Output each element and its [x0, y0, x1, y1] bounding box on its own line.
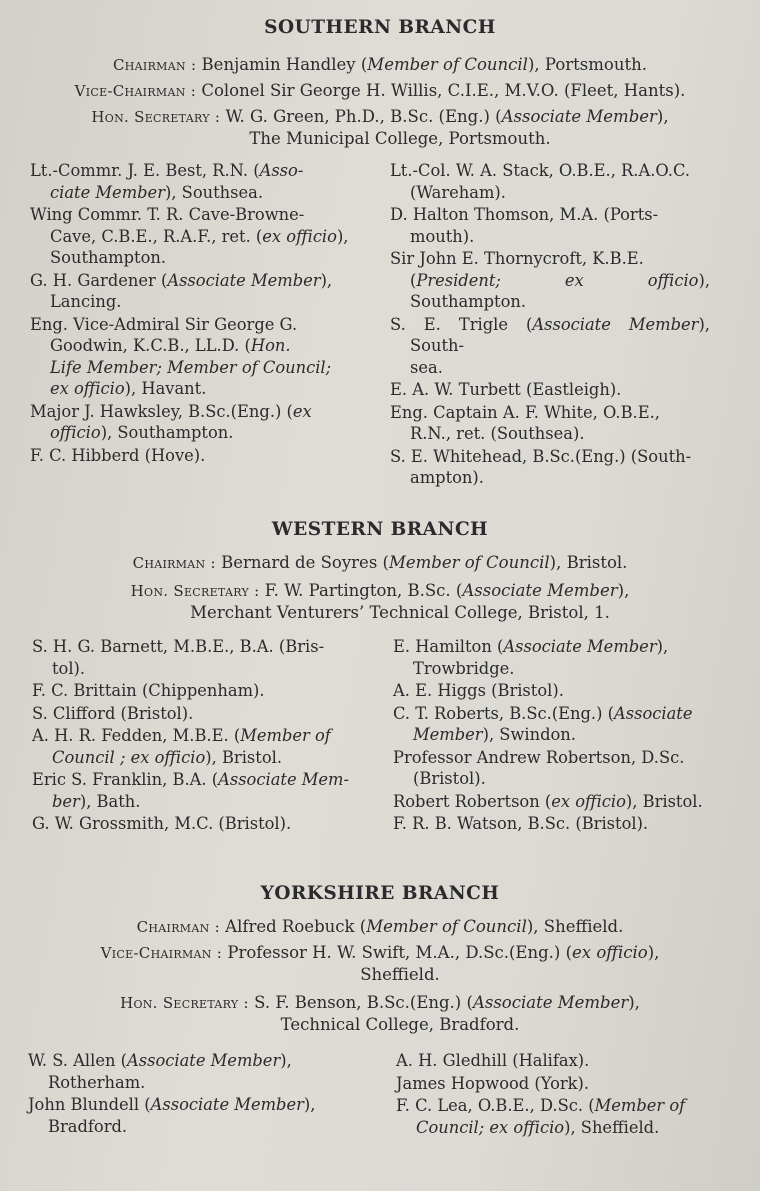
- member-entry: G. H. Gardener (Associate Member), Lancing.: [30, 270, 333, 311]
- member-entry: Wing Commr. T. R. Cave-Browne- Cave, C.B.E., R.A.F., ret. (ex officio), Southampton.: [30, 205, 349, 267]
- western-branch: [0, 518, 760, 624]
- members-right-column: [393, 636, 713, 836]
- chairman-line: Chairman : Bernard de Soyres (Member of Council), Bristol.: [132, 553, 628, 572]
- role-label: Hon. Secretary :: [130, 582, 260, 600]
- member-entry: S. E. Whitehead, B.Sc.(Eng.) (South- ampton).: [390, 446, 692, 487]
- role-label: Vice-Chairman :: [100, 944, 223, 962]
- vice-chairman-line: Vice-Chairman : Colonel Sir George H. Willis, C.I.E., M.V.O. (Fleet, Hants).: [74, 81, 686, 100]
- member-entry: F. R. B. Watson, B.Sc. (Bristol).: [393, 814, 649, 833]
- member-entry: C. T. Roberts, B.Sc.(Eng.) (Associate Member), Swindon.: [393, 703, 693, 744]
- role-label: Vice-Chairman :: [74, 82, 197, 100]
- member-entry: F. C. Brittain (Chippenham).: [32, 681, 265, 700]
- members-left-column: [30, 160, 352, 467]
- member-entry: Lt.-Commr. J. E. Best, R.N. (Asso- ciate Member), Southsea.: [30, 161, 304, 202]
- branch-title: WESTERN BRANCH: [271, 519, 489, 540]
- member-entry: S. H. G. Barnett, M.B.E., B.A. (Bris- tol).: [32, 637, 325, 678]
- member-entry: Eric S. Franklin, B.A. (Associate Mem- ber), Bath.: [32, 770, 349, 811]
- secretary-line: Hon. Secretary : S. F. Benson, B.Sc.(Eng.) (Associate Member), Technical College, Bradford.: [120, 993, 640, 1034]
- members-right-column: [396, 1050, 722, 1139]
- member-entry: Eng. Captain A. F. White, O.B.E., R.N., ret. (Southsea).: [390, 402, 660, 443]
- southern-branch: [0, 16, 760, 150]
- member-entry: W. S. Allen (Associate Member), Rotherham.: [28, 1051, 292, 1092]
- members-left-column: [28, 1050, 358, 1138]
- member-entry: A. E. Higgs (Bristol).: [393, 681, 564, 700]
- member-entry: A. H. Gledhill (Halifax).: [396, 1051, 590, 1070]
- members-right-column: [390, 160, 710, 490]
- branch-title: YORKSHIRE BRANCH: [260, 883, 500, 904]
- chairman-line: Chairman : Benjamin Handley (Member of Council), Portsmouth.: [113, 55, 647, 74]
- chairman-line: Chairman : Alfred Roebuck (Member of Council), Sheffield.: [136, 917, 624, 936]
- member-entry: E. A. W. Turbett (Eastleigh).: [390, 380, 622, 399]
- member-entry: James Hopwood (York).: [396, 1073, 590, 1093]
- member-entry: D. Halton Thomson, M.A. (Ports- mouth).: [390, 205, 659, 246]
- member-entry: Major J. Hawksley, B.Sc.(Eng.) (ex officio), Southampton.: [30, 401, 312, 442]
- role-label: Chairman :: [113, 56, 197, 74]
- branch-title: SOUTHERN BRANCH: [264, 17, 496, 38]
- member-entry: Robert Robertson (ex officio), Bristol.: [393, 791, 703, 811]
- members-left-column: [32, 636, 354, 836]
- member-entry: Eng. Vice-Admiral Sir George G. Goodwin, K.C.B., LL.D. (Hon. Life Member; Member of Council; ex officio), Havant.: [30, 314, 332, 398]
- role-label: Chairman :: [132, 554, 216, 572]
- member-entry: Sir John E. Thornycroft, K.B.E. (President; ex officio), Southampton.: [390, 249, 710, 311]
- member-entry: F. C. Lea, O.B.E., D.Sc. (Member of Council; ex officio), Sheffield.: [396, 1096, 686, 1137]
- member-entry: G. W. Grossmith, M.C. (Bristol).: [32, 814, 292, 833]
- secretary-line: Hon. Secretary : W. G. Green, Ph.D., B.Sc. (Eng.) (Associate Member), The Municipal College, Portsmouth.: [91, 107, 669, 148]
- member-entry: E. Hamilton (Associate Member), Trowbridge.: [393, 637, 669, 678]
- vice-chairman-line: Vice-Chairman : Professor H. W. Swift, M.A., D.Sc.(Eng.) (ex officio), Sheffield.: [100, 943, 660, 984]
- role-label: Hon. Secretary :: [120, 994, 249, 1012]
- role-label: Chairman :: [136, 918, 220, 936]
- member-entry: A. H. R. Fedden, M.B.E. (Member of Council ; ex officio), Bristol.: [32, 726, 331, 767]
- yorkshire-branch: [0, 882, 760, 1036]
- member-entry: F. C. Hibberd (Hove).: [30, 445, 206, 465]
- member-entry: S. Clifford (Bristol).: [32, 703, 194, 723]
- member-entry: S. E. Trigle (Associate Member), South- sea.: [390, 314, 710, 377]
- secretary-line: Hon. Secretary : F. W. Partington, B.Sc. (Associate Member), Merchant Venturers’ Technical College, Bristol, 1.: [130, 581, 630, 622]
- member-entry: Lt.-Col. W. A. Stack, O.B.E., R.A.O.C. (Wareham).: [390, 161, 691, 202]
- member-entry: John Blundell (Associate Member), Bradford.: [28, 1095, 316, 1136]
- member-entry: Professor Andrew Robertson, D.Sc. (Bristol).: [393, 747, 685, 788]
- role-label: Hon. Secretary :: [91, 108, 221, 126]
